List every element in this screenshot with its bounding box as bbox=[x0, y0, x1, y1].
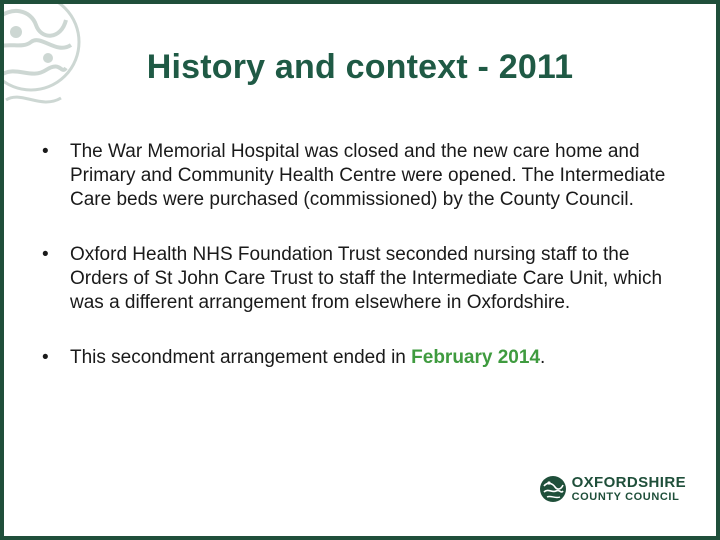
bullet-text: Oxford Health NHS Foundation Trust seconded nursing staff to the Orders of St John Care Trust to staff the Intermediate Care Unit, which was a different arrangement from elsewhere in Oxfordshire. bbox=[70, 244, 663, 313]
bullet-list bbox=[32, 140, 692, 401]
bullet-dot: • bbox=[42, 244, 49, 265]
logo-line-1: OXFORDSHIRE bbox=[571, 474, 686, 491]
logo-line-2: COUNTY COUNCIL bbox=[571, 491, 680, 503]
county-council-logo bbox=[538, 472, 686, 506]
bullet-text bbox=[70, 347, 545, 368]
bullet-item-2 bbox=[32, 243, 692, 315]
slide-title: History and context - 2011 bbox=[146, 48, 574, 86]
bullet-text-before: This secondment arrangement ended in bbox=[70, 347, 412, 368]
highlight-date: February 2014 bbox=[411, 347, 541, 368]
bullet-text: The War Memorial Hospital was closed and the new care home and Primary and Community Health Centre were opened. The Intermediate Care beds were purchased (commissioned) by the County Council. bbox=[70, 141, 666, 210]
bullet-dot: • bbox=[42, 141, 49, 162]
bullet-text-after: . bbox=[540, 347, 546, 368]
county-crest-icon bbox=[538, 472, 568, 506]
bullet-item-3 bbox=[32, 346, 692, 370]
bullet-dot: • bbox=[42, 347, 49, 368]
logo-text bbox=[572, 475, 686, 503]
bullet-item-1 bbox=[32, 140, 692, 212]
